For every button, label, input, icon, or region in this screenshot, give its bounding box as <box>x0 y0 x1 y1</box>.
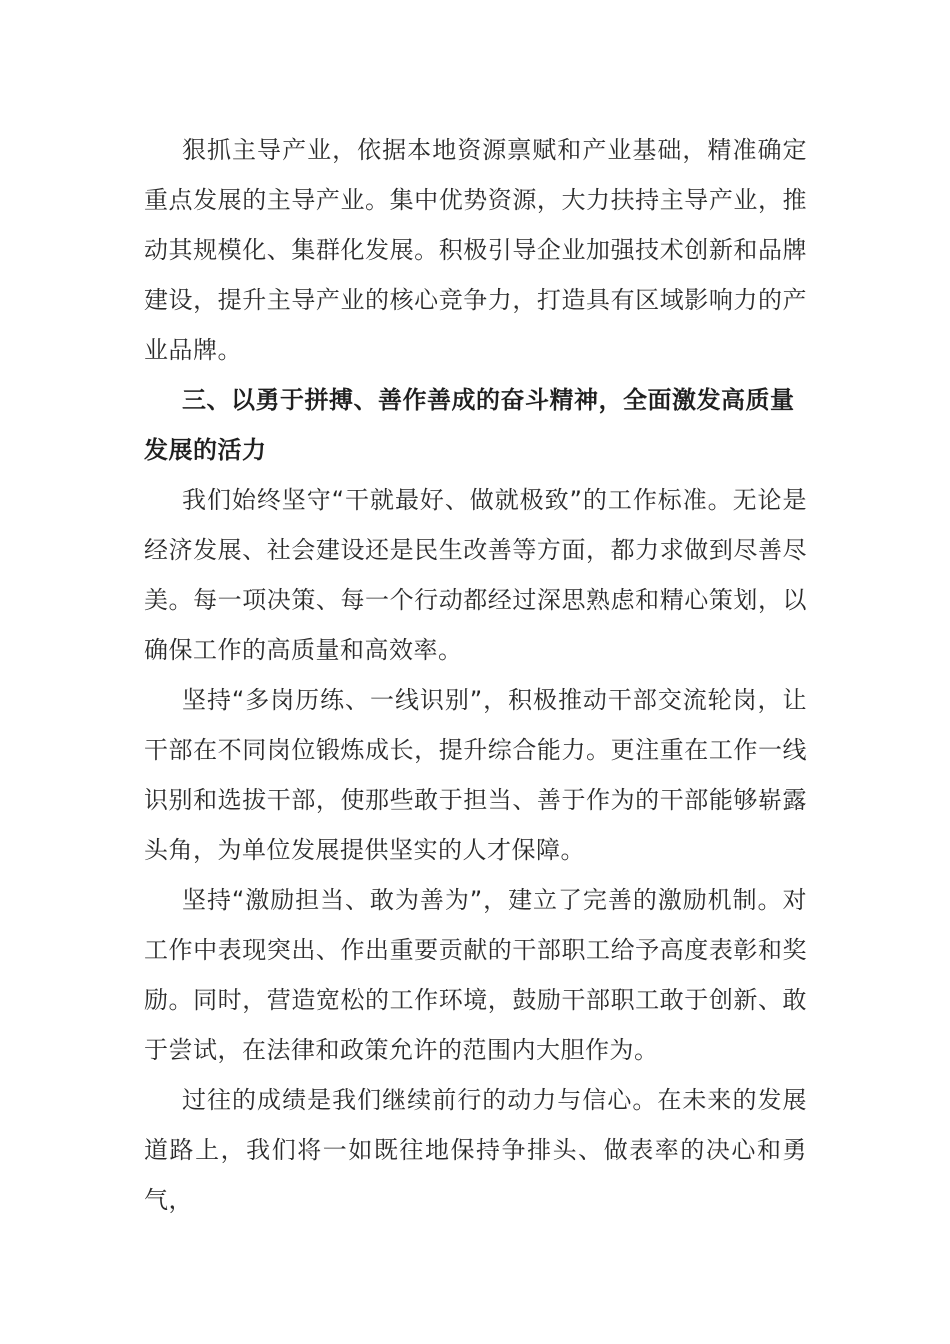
document-page <box>144 125 807 1225</box>
paragraph-leading-industry: 狠抓主导产业，依据本地资源禀赋和产业基础，精准确定重点发展的主导产业。集中优势资源，大力扶持主导产业，推动其规模化、集群化发展。积极引导企业加强技术创新和品牌建设，提升主导产业的核心竞争力，打造具有区域影响力的产业品牌。 <box>144 136 807 364</box>
paragraph-future-outlook: 过往的成绩是我们继续前行的动力与信心。在未来的发展道路上，我们将一如既往地保持争排头、做表率的决心和勇气， <box>144 1086 807 1214</box>
section-heading-three: 三、以勇于拼搏、善作善成的奋斗精神，全面激发高质量发展的活力 <box>144 386 795 464</box>
paragraph-work-standard: 我们始终坚守“干就最好、做就极致”的工作标准。无论是经济发展、社会建设还是民生改善等方面，都力求做到尽善尽美。每一项决策、每一个行动都经过深思熟虑和精心策划，以确保工作的高质量和高效率。 <box>144 486 807 664</box>
paragraph-cadre-rotation: 坚持“多岗历练、一线识别”，积极推动干部交流轮岗，让干部在不同岗位锻炼成长，提升综合能力。更注重在工作一线识别和选拔干部，使那些敢于担当、善于作为的干部能够崭露头角，为单位发展提供坚实的人才保障。 <box>144 686 807 864</box>
paragraph-incentive-mechanism: 坚持“激励担当、敢为善为”，建立了完善的激励机制。对工作中表现突出、作出重要贡献的干部职工给予高度表彰和奖励。同时，营造宽松的工作环境，鼓励干部职工敢于创新、敢于尝试，在法律和政策允许的范围内大胆作为。 <box>144 886 807 1064</box>
